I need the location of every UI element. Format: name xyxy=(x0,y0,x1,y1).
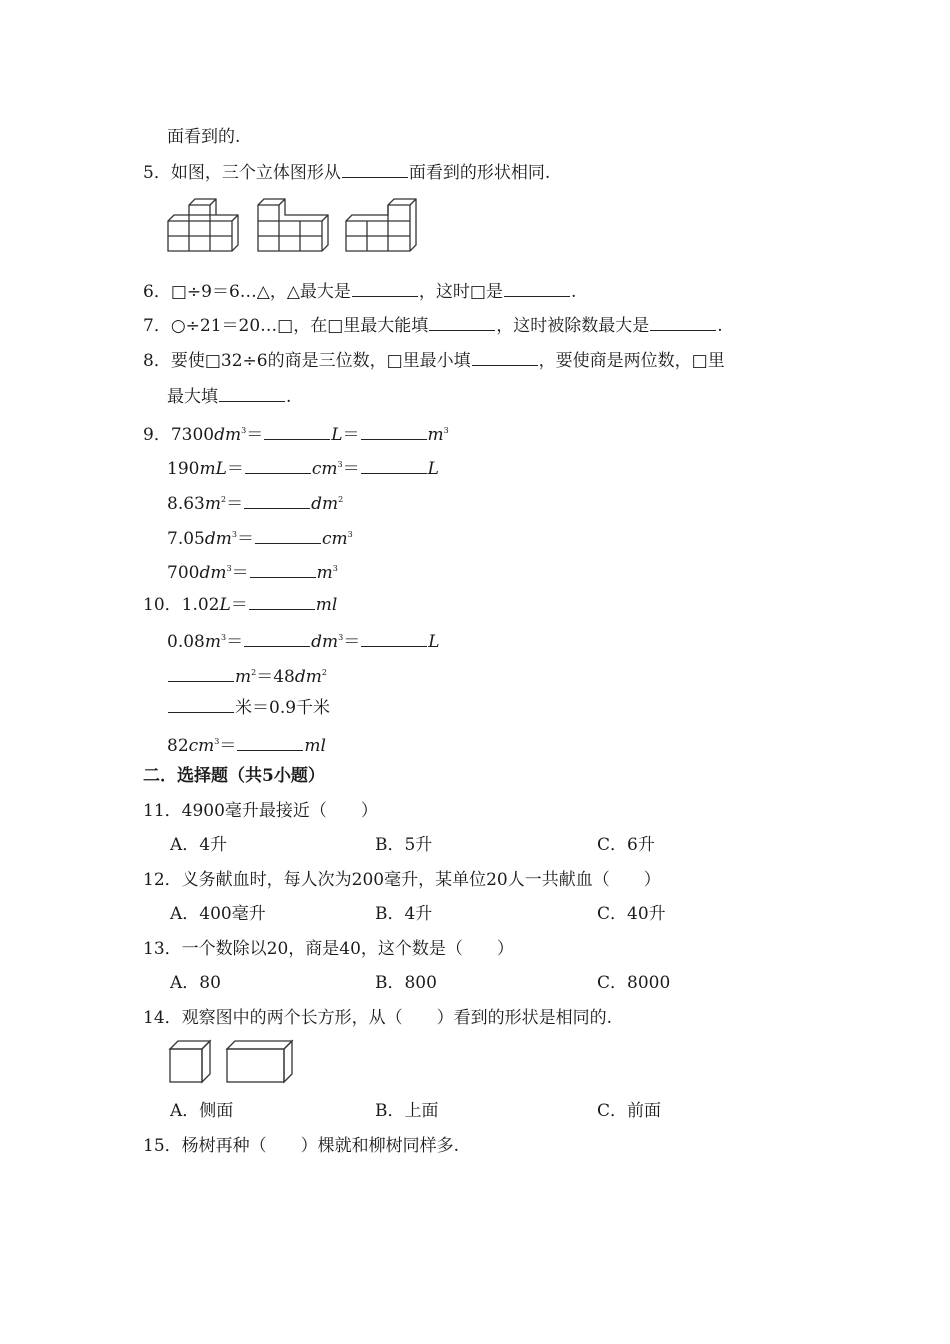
option-c[interactable]: C．6升 xyxy=(597,835,655,855)
equals: ＝ xyxy=(343,632,361,652)
answer-blank[interactable] xyxy=(250,561,316,578)
question-9-line3 xyxy=(167,489,343,515)
question-text: ，这时□是 xyxy=(418,282,503,302)
answer-blank[interactable] xyxy=(472,349,538,366)
unit: $m^2$ xyxy=(235,667,257,687)
question-13 xyxy=(143,938,514,960)
question-text: 要使□32÷6的商是三位数，□里最小填 xyxy=(170,351,471,371)
answer-blank[interactable] xyxy=(244,630,310,647)
question-number: 6． xyxy=(143,282,171,302)
question-8 xyxy=(143,349,725,372)
unit: $cm^3$ xyxy=(188,736,220,756)
option-a[interactable]: A．4升 xyxy=(170,835,228,855)
question-text: □÷9＝6…△，△最大是 xyxy=(170,282,351,302)
question-number: 9． xyxy=(143,425,171,445)
question-6 xyxy=(143,280,576,303)
equals: ＝ xyxy=(342,459,360,479)
question-9-line5 xyxy=(167,558,338,584)
unit: $dm^3$ xyxy=(199,563,232,583)
equals: ＝ xyxy=(342,425,360,445)
question-number: 10． xyxy=(143,595,182,615)
answer-blank[interactable] xyxy=(249,593,315,610)
question-9-line2 xyxy=(167,454,439,480)
question-7 xyxy=(143,314,723,337)
unit: $dm^3$ xyxy=(311,632,344,652)
question-10-line2 xyxy=(167,627,439,653)
value: 7300 xyxy=(170,425,215,445)
value: 0.08 xyxy=(167,632,205,652)
answer-blank[interactable] xyxy=(342,161,408,178)
continued-text: 面看到的. xyxy=(167,127,241,147)
question-text: 面看到的形状相同. xyxy=(408,163,551,183)
equals: ＝ xyxy=(226,459,244,479)
option-a[interactable]: A．80 xyxy=(170,973,221,993)
question-9-line1 xyxy=(143,420,449,446)
answer-blank[interactable] xyxy=(504,280,570,297)
value: 82 xyxy=(167,736,189,756)
cube-assembly-2 xyxy=(258,199,328,251)
equals: ＝ xyxy=(219,736,237,756)
cuboid-1 xyxy=(170,1041,210,1082)
option-a[interactable]: A．400毫升 xyxy=(170,904,266,924)
answer-blank[interactable] xyxy=(168,665,234,682)
section-heading: 二．选择题（共5小题） xyxy=(143,766,325,786)
question-12 xyxy=(143,869,661,891)
option-c[interactable]: C．前面 xyxy=(597,1101,662,1121)
value: 1.02 xyxy=(181,595,220,615)
value: 190 xyxy=(167,459,200,479)
unit: L xyxy=(427,459,439,479)
question-text: 一个数除以20，商是40，这个数是（ ） xyxy=(181,939,514,959)
unit: $cm^3$ xyxy=(311,459,343,479)
answer-blank[interactable] xyxy=(650,314,716,331)
equals: ＝ xyxy=(226,494,244,514)
value: 700 xyxy=(167,563,200,583)
question-text: ○÷21＝20…□，在□里最大能填 xyxy=(170,316,429,336)
option-c[interactable]: C．40升 xyxy=(597,904,666,924)
question-number: 11． xyxy=(143,801,182,821)
answer-blank[interactable] xyxy=(244,492,310,509)
question-end: . xyxy=(570,282,577,302)
equals: ＝ xyxy=(236,529,254,549)
answer-blank[interactable] xyxy=(264,423,330,440)
unit: $dm^3$ xyxy=(204,529,237,549)
option-b[interactable]: B．800 xyxy=(375,973,437,993)
question-number: 13． xyxy=(143,939,182,959)
answer-blank[interactable] xyxy=(237,734,303,751)
unit: $m^3$ xyxy=(427,425,449,445)
value: 7.05 xyxy=(167,529,205,549)
question-text: 最大填 xyxy=(167,387,218,407)
unit: L xyxy=(219,595,231,615)
question-number: 14． xyxy=(143,1008,182,1028)
answer-blank[interactable] xyxy=(352,280,418,297)
answer-blank[interactable] xyxy=(429,314,495,331)
answer-blank[interactable] xyxy=(219,385,285,402)
question-end: . xyxy=(717,316,723,336)
unit: ml xyxy=(304,736,326,756)
cube-assemblies-figure xyxy=(166,197,426,253)
question-10-line4 xyxy=(167,696,330,719)
equals: ＝ xyxy=(230,595,248,615)
question-text: 观察图中的两个长方形，从（ ）看到的形状是相同的. xyxy=(181,1008,613,1028)
value: ＝48 xyxy=(256,667,295,687)
question-8-line2 xyxy=(167,385,291,408)
option-a[interactable]: A．侧面 xyxy=(170,1101,234,1121)
equals: ＝ xyxy=(226,632,244,652)
question-text: 4900毫升最接近（ ） xyxy=(181,801,378,821)
question-10-line5 xyxy=(167,731,326,757)
question-text: 如图，三个立体图形从 xyxy=(170,163,341,183)
answer-blank[interactable] xyxy=(361,457,427,474)
option-c[interactable]: C．8000 xyxy=(597,973,671,993)
option-b[interactable]: B．4升 xyxy=(375,904,433,924)
answer-blank[interactable] xyxy=(255,527,321,544)
option-b[interactable]: B．5升 xyxy=(375,835,433,855)
unit: L xyxy=(428,632,440,652)
question-number: 5． xyxy=(143,163,171,183)
unit: $cm^3$ xyxy=(321,529,353,549)
cube-assembly-3 xyxy=(346,199,416,251)
question-text: 杨树再种（ ）棵就和柳树同样多. xyxy=(181,1136,460,1156)
answer-blank[interactable] xyxy=(361,630,427,647)
cube-assembly-1 xyxy=(168,199,238,251)
equals: ＝ xyxy=(231,563,249,583)
unit: $m^3$ xyxy=(316,563,338,583)
unit: ml xyxy=(315,595,338,615)
value: 8.63 xyxy=(167,494,205,514)
cuboid-2 xyxy=(227,1041,292,1082)
question-number: 12． xyxy=(143,870,182,890)
cuboids-figure xyxy=(169,1040,294,1086)
question-number: 15． xyxy=(143,1136,182,1156)
question-end: . xyxy=(286,387,292,407)
value: 米＝0.9千米 xyxy=(235,698,331,718)
question-text: ，这时被除数最大是 xyxy=(496,316,650,336)
question-text: 义务献血时，每人次为200毫升，某单位20人一共献血（ ） xyxy=(181,870,661,890)
unit: $dm^2$ xyxy=(294,667,327,687)
question-text: ，要使商是两位数，□里 xyxy=(538,351,725,371)
question-10-line3 xyxy=(167,662,327,688)
question-11 xyxy=(143,800,378,822)
unit: $m^3$ xyxy=(204,632,227,652)
equals: ＝ xyxy=(246,425,264,445)
unit: $dm^2$ xyxy=(311,494,344,514)
question-10-line1 xyxy=(143,593,337,616)
question-5 xyxy=(143,161,550,184)
question-14 xyxy=(143,1007,612,1029)
answer-blank[interactable] xyxy=(361,423,427,440)
answer-blank[interactable] xyxy=(245,457,311,474)
question-15 xyxy=(143,1135,459,1157)
unit: mL xyxy=(199,459,227,479)
unit: $m^2$ xyxy=(204,494,227,514)
unit: L xyxy=(331,425,343,445)
option-b[interactable]: B．上面 xyxy=(375,1101,439,1121)
answer-blank[interactable] xyxy=(168,696,234,713)
question-number: 7． xyxy=(143,316,171,336)
unit: $dm^3$ xyxy=(214,425,247,445)
question-9-line4 xyxy=(167,524,353,550)
question-number: 8． xyxy=(143,351,171,371)
